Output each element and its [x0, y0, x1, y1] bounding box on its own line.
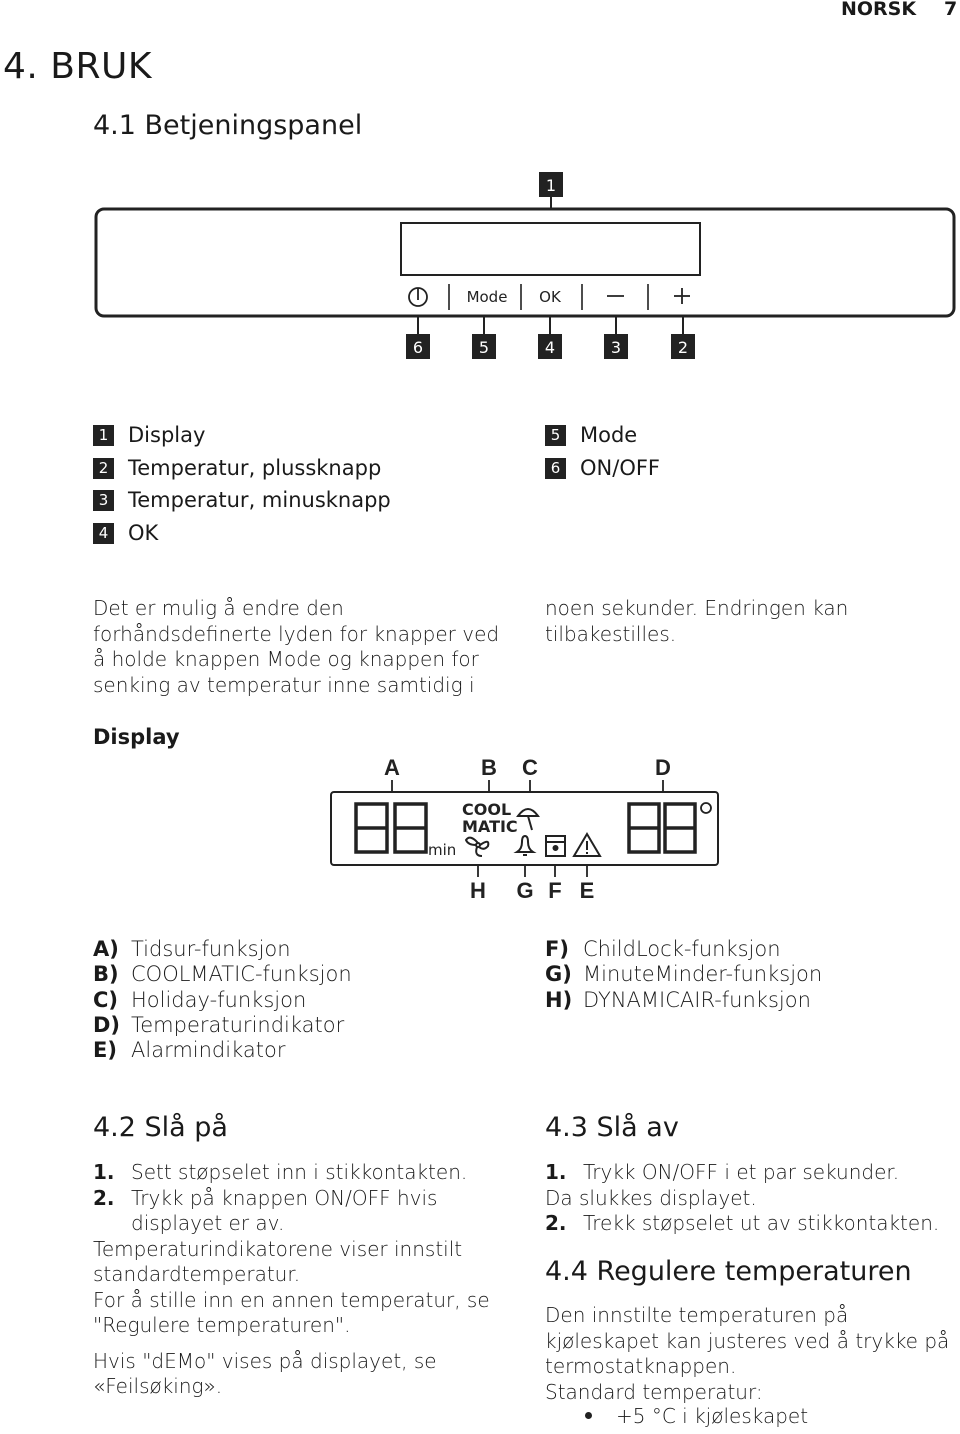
callout-3-label: 3 — [610, 338, 622, 357]
callout-5-label: 5 — [478, 338, 490, 357]
step-1-cont: Da slukkes displayet. — [545, 1185, 757, 1210]
callout-6-label: 6 — [412, 338, 424, 357]
bullet-text: +5 °C i kjøleskapet — [616, 1404, 809, 1428]
step-2-cont: displayet er av. — [131, 1211, 285, 1235]
legend-item-6 — [545, 456, 660, 480]
label-e: E — [579, 878, 595, 903]
label-g: G — [516, 878, 534, 903]
step-2: 2. Trekk støpselet ut av stikkontakten. — [545, 1211, 940, 1235]
callout-2-label: 2 — [677, 338, 689, 357]
functions-right — [545, 937, 822, 1013]
sla-pa-content — [93, 1160, 490, 1400]
legend-label: ON/OFF — [580, 456, 661, 480]
legend-item-1 — [93, 423, 205, 447]
text-line: å holde knappen Mode og knappen for — [93, 647, 479, 671]
text-line: Det er mulig å endre den — [93, 596, 344, 620]
step-1: 1. Sett støpselet inn i stikkontakten. — [93, 1160, 468, 1184]
legend-number: 4 — [93, 523, 114, 544]
legend-number: 2 — [93, 458, 114, 479]
text-line: Den innstilte temperaturen på — [545, 1303, 849, 1327]
header-page-number: 7 — [944, 0, 958, 20]
text-line: termostatknappen. — [545, 1354, 737, 1378]
label-h: H — [470, 878, 486, 903]
display-heading: Display — [93, 725, 180, 749]
sla-av-content — [545, 1160, 939, 1237]
text-line: tilbakestilles. — [545, 621, 677, 646]
header-language: NORSK — [841, 0, 917, 20]
legend-label: Display — [128, 423, 206, 447]
matic-text: MATIC — [462, 817, 518, 836]
functions-left — [93, 937, 352, 1063]
subsection-title: 4.1 Betjeningspanel — [93, 110, 363, 141]
text-line: «Feilsøking». — [93, 1374, 223, 1398]
legend-label: Temperatur, plussknapp — [128, 456, 382, 480]
regulere-content — [545, 1303, 949, 1405]
intro-right — [545, 596, 848, 647]
label-f: F — [548, 878, 562, 903]
text-line: Standard temperatur: — [545, 1379, 763, 1404]
function-item: G) MinuteMinder-funksjon — [545, 962, 823, 987]
legend-label: Mode — [580, 423, 638, 447]
legend-item-3 — [93, 488, 391, 512]
text-line: Temperaturindikatorene viser innstilt — [93, 1236, 463, 1261]
min-unit: min — [428, 841, 457, 859]
legend-number: 5 — [545, 425, 566, 446]
intro-left — [93, 596, 499, 698]
legend-number: 3 — [93, 490, 114, 511]
text-line: "Regulere temperaturen". — [93, 1313, 351, 1337]
ok-button-label[interactable]: OK — [539, 288, 561, 306]
text-line: Hvis "dEMo" vises på displayet, se — [93, 1348, 437, 1373]
legend-item-4 — [93, 521, 158, 545]
bullet-dot — [585, 1412, 592, 1419]
legend-label: Temperatur, minusknapp — [128, 488, 391, 512]
callout-4-label: 4 — [544, 338, 556, 357]
legend-item-5 — [545, 423, 637, 447]
legend-item-2 — [93, 456, 381, 480]
step-1: 1. Trykk ON/OFF i et par sekunder. — [545, 1160, 900, 1184]
function-item: F) ChildLock-funksjon — [545, 937, 781, 961]
function-item: H) DYNAMICAIR-funksjon — [545, 987, 811, 1012]
display-diagram — [320, 752, 730, 907]
mode-button-label[interactable]: Mode — [466, 288, 508, 306]
cool-text: COOL — [462, 800, 512, 819]
label-d: D — [655, 755, 671, 780]
label-c: C — [522, 755, 538, 780]
heading-sla-pa: 4.2 Slå på — [93, 1112, 228, 1143]
control-panel-diagram — [0, 160, 960, 370]
step-2: 2. Trykk på knappen ON/OFF hvis — [93, 1185, 438, 1210]
text-line: kjøleskapet kan justeres ved å trykke på — [545, 1328, 950, 1353]
text-line: noen sekunder. Endringen kan — [545, 596, 849, 620]
callout-1-label: 1 — [545, 176, 557, 195]
heading-sla-av: 4.3 Slå av — [545, 1112, 679, 1143]
function-item: C) Holiday-funksjon — [93, 987, 307, 1012]
text-line: forhåndsdefinerte lyden for knapper ved — [93, 621, 500, 646]
legend-number: 1 — [93, 425, 114, 446]
text-line: senking av temperatur inne samtidig i — [93, 672, 475, 697]
callouts-bottom — [418, 315, 683, 336]
heading-regulere: 4.4 Regulere temperaturen — [545, 1256, 912, 1287]
legend-label: OK — [128, 521, 159, 545]
legend-number: 6 — [545, 458, 566, 479]
display-window — [401, 223, 700, 275]
label-b: B — [481, 755, 497, 780]
function-item: B) COOLMATIC-funksjon — [93, 962, 352, 987]
text-line: For å stille inn en annen temperatur, se — [93, 1287, 490, 1312]
function-item: A) Tidsur-funksjon — [93, 937, 291, 961]
function-item: E) Alarmindikator — [93, 1038, 286, 1063]
text-line: standardtemperatur. — [93, 1262, 301, 1286]
section-title: 4. BRUK — [3, 46, 152, 87]
label-a: A — [384, 755, 400, 780]
function-item: D) Temperaturindikator — [93, 1012, 345, 1037]
